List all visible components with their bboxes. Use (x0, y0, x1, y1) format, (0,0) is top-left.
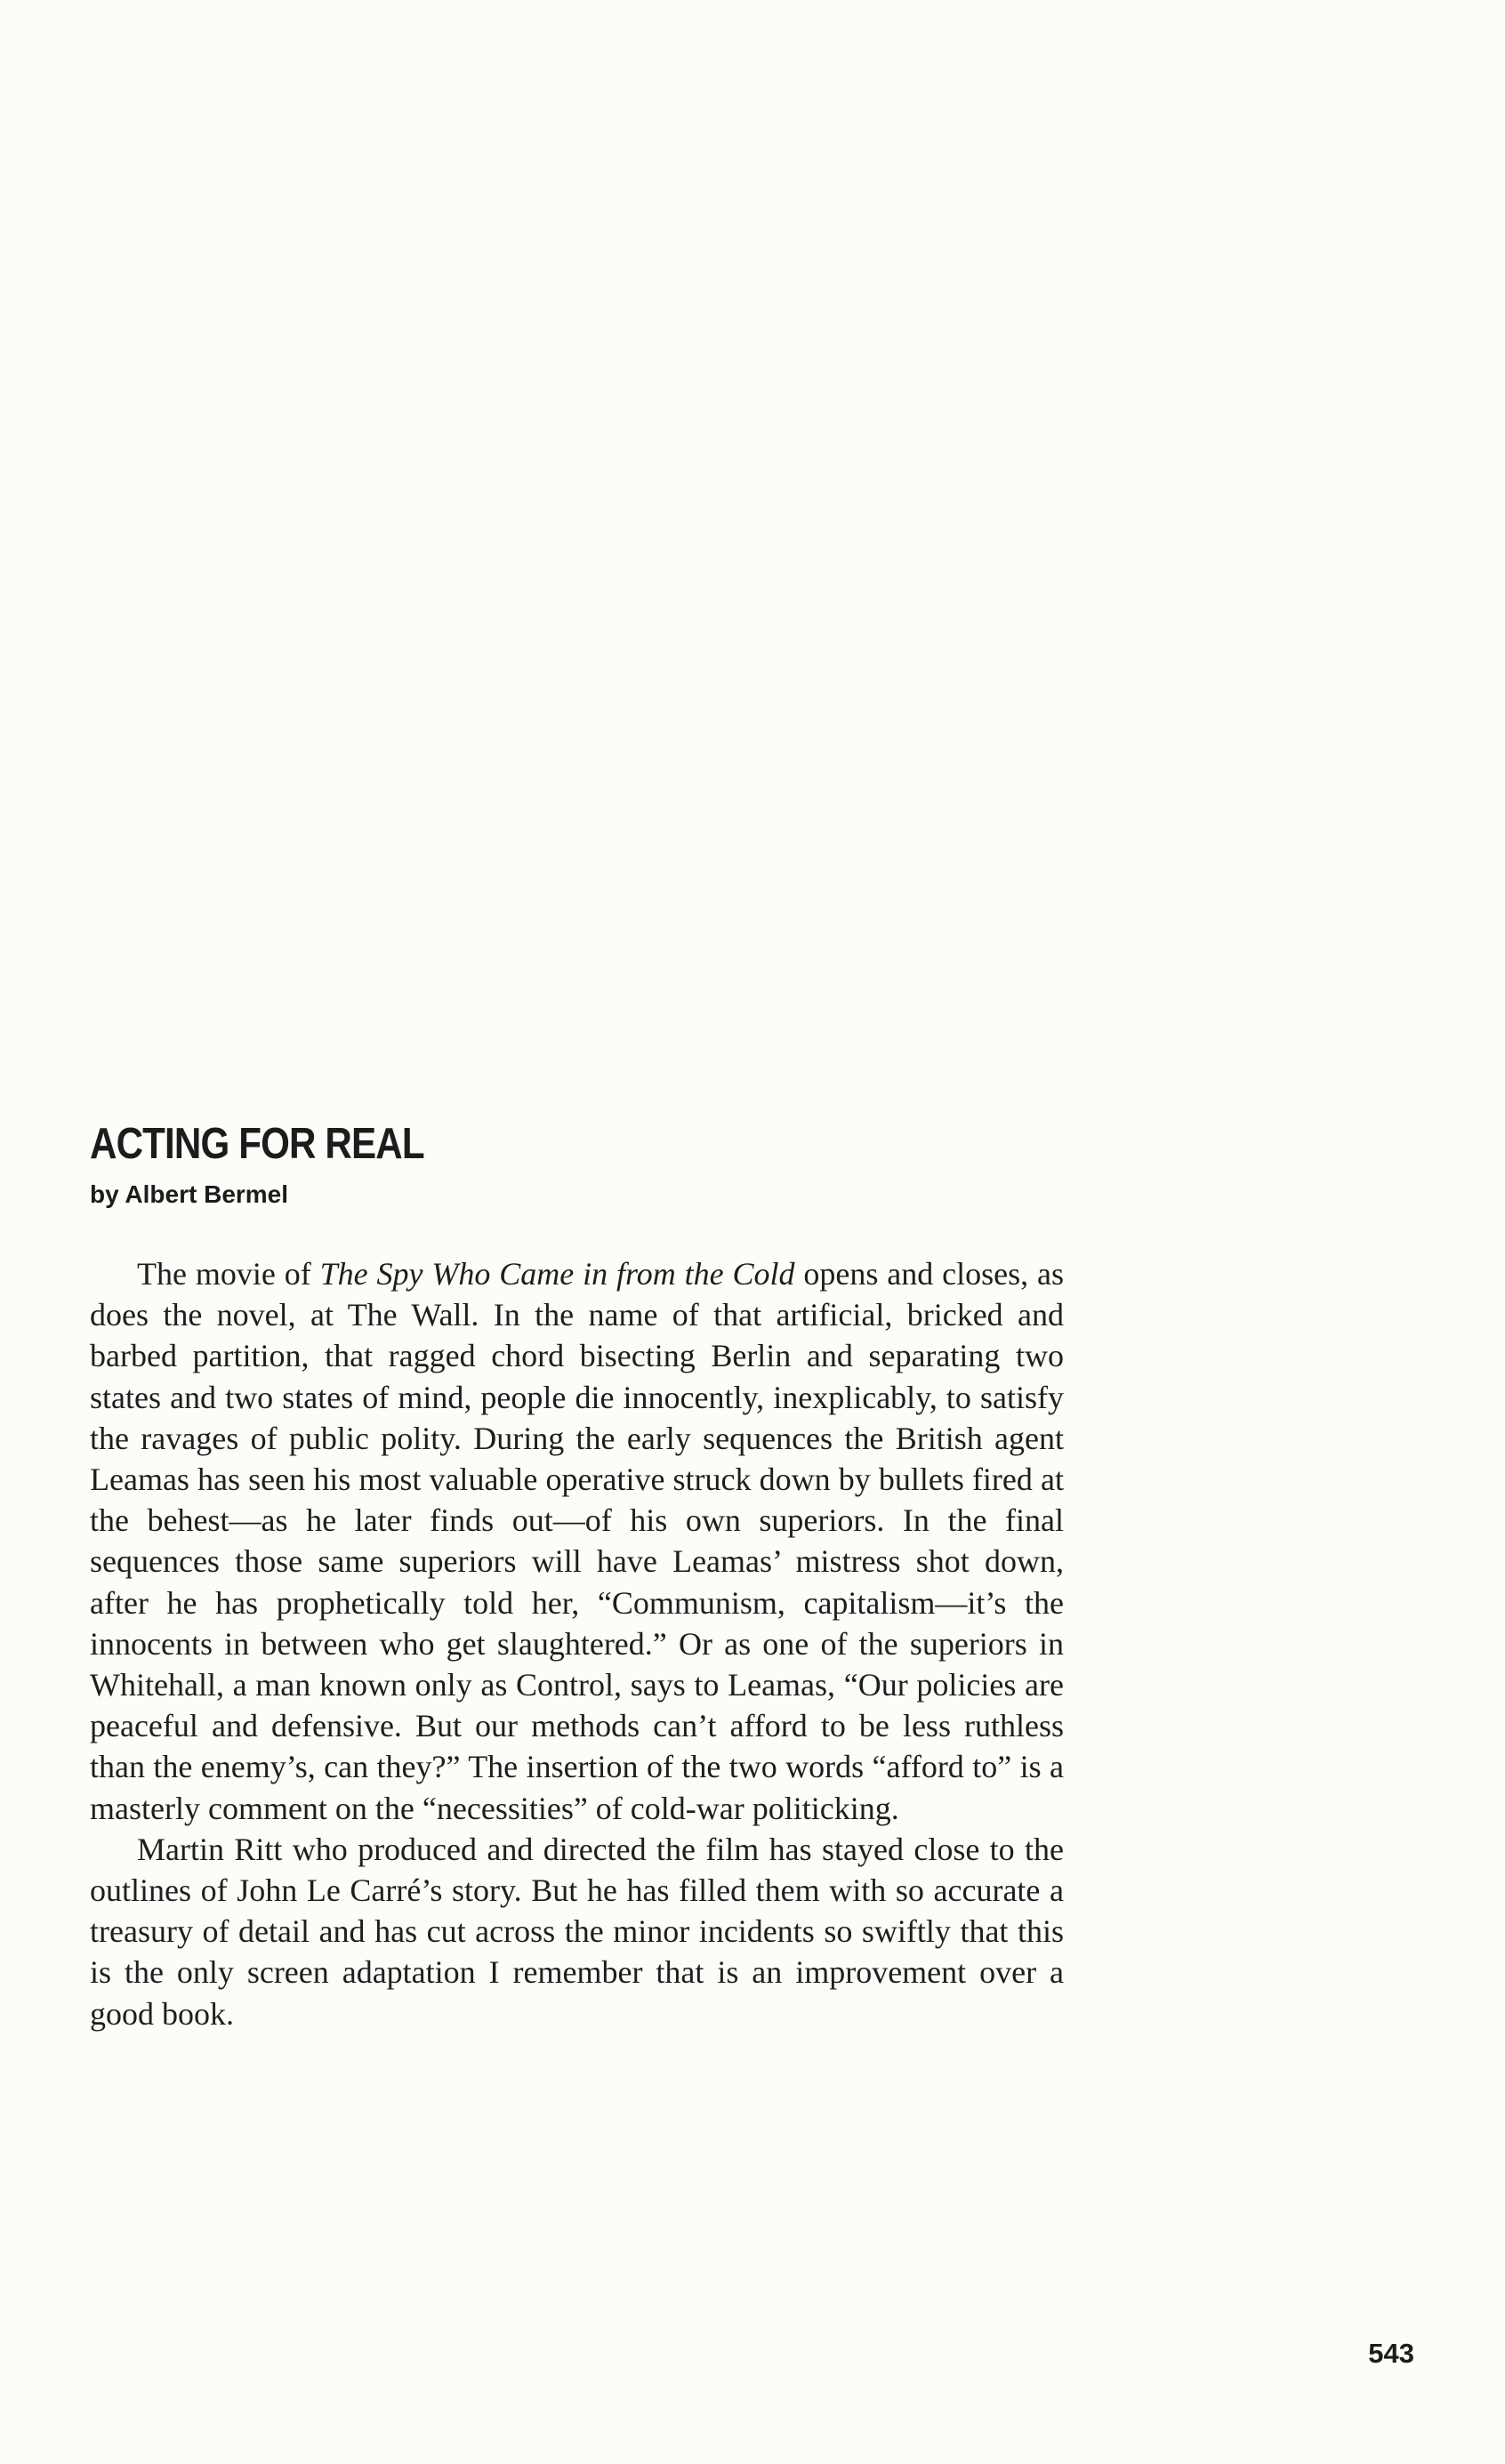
paragraph-2: Martin Ritt who produced and directed the film has stayed close to the outlines of John Le Carré’s story. But he has filled them with so accurate a treasury of detail and has cut across the minor incidents so swiftly that this is the only screen adaptation I remember that is an improvement over a good book. (90, 1831, 1064, 2032)
paragraph-1-text: opens and closes, as does the novel, at The Wall. In the name of that artificial, bricked and barbed partition, that ragged chord bisecting Berlin and separating two states and two states of mind, people die innocently, inexplicably, to satisfy the ravages of public polity. During the early sequences the British agent Leamas has seen his most valuable operative struck down by bullets fired at the behest—as he later finds out—of his own superiors. In the final sequences those same superiors will have Leamas’ mistress shot down, after he has prophetically told her, “Communism, capitalism—it’s the innocents in between who get slaughtered.” Or as one of the superiors in Whitehall, a man known only as Control, says to Leamas, “Our policies are peaceful and defensive. But our methods can’t afford to be less ruthless than the enemy’s, can they?” The insertion of the two words “afford to” is a masterly comment on the “necessities” of cold-war politicking. (90, 1256, 1065, 1826)
article-byline: by Albert Bermel (90, 1180, 289, 1208)
article-title: ACTING FOR REAL (90, 1120, 424, 1168)
page-number: 543 (1368, 2338, 1414, 2369)
article-body (90, 1253, 1064, 2034)
film-title: The Spy Who Came in from the Cold (319, 1256, 795, 1292)
article (90, 1120, 1065, 2034)
paragraph-1 (90, 1253, 1064, 1829)
paragraph-1-lead: The movie of (137, 1256, 320, 1292)
